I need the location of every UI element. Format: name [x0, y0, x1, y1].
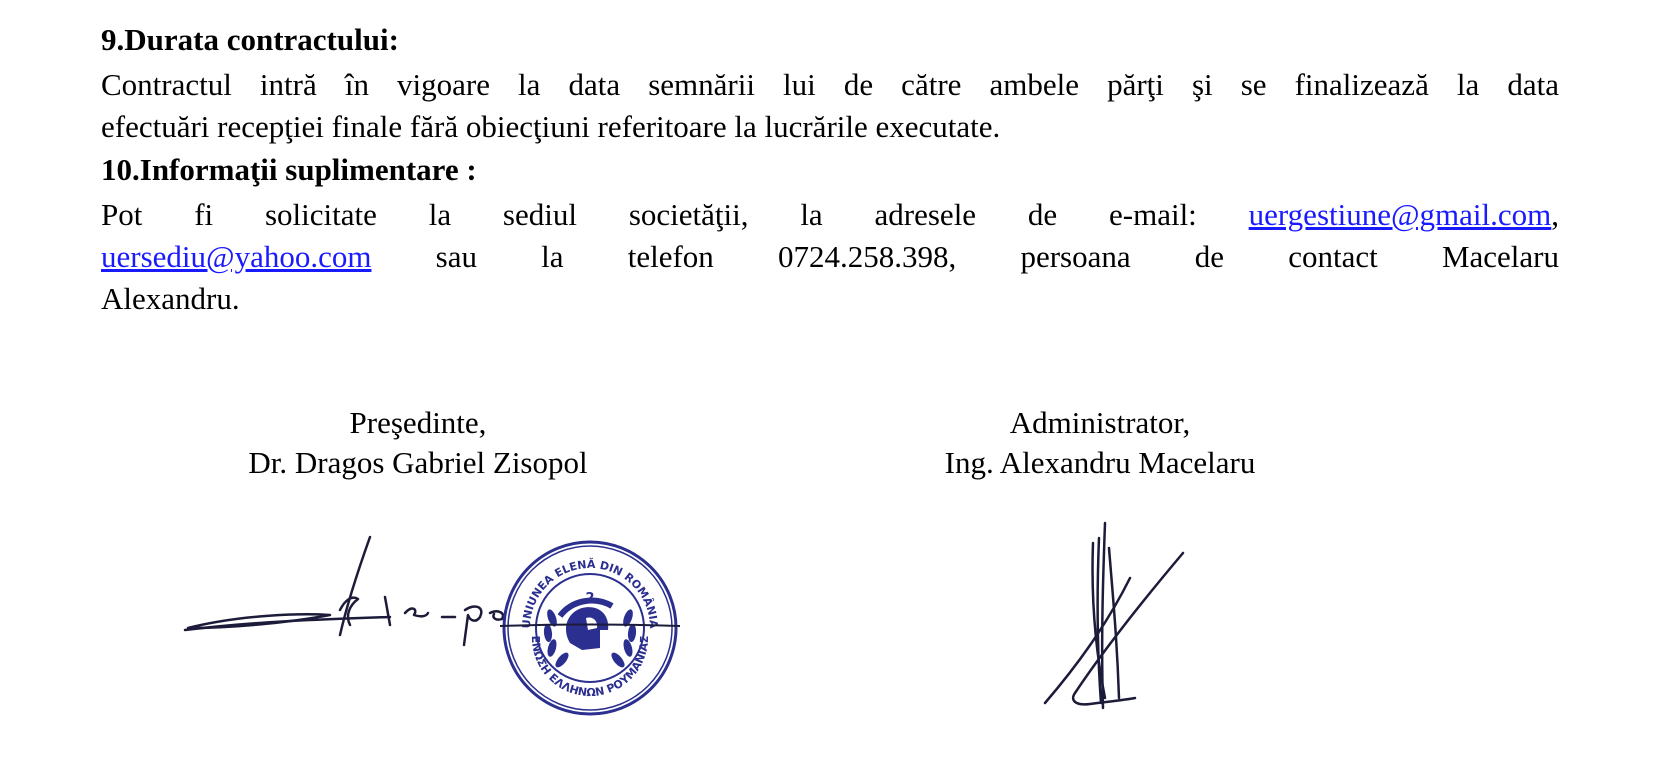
section-9-heading: 9.Durata contractului: — [101, 22, 399, 57]
section-9-line-2: efectuări recepţiei finale fără obiecţiuni referitoare la lucrările executate. — [101, 109, 1001, 144]
signature-block-left — [118, 403, 718, 483]
official-stamp — [500, 538, 680, 718]
section-10-line-1 — [101, 194, 1559, 236]
section-10-line-2 — [101, 236, 1559, 278]
president-signature — [180, 525, 510, 655]
email-link-gestiune[interactable]: uergestiune@gmail.com — [1248, 197, 1552, 232]
section-10-body — [101, 194, 1559, 320]
left-signatory-name: Dr. Dragos Gabriel Zisopol — [248, 445, 588, 480]
stamp-top-text: UNIUNEA ELENĂ DIN ROMÂNIA — [519, 557, 661, 629]
right-signatory-name: Ing. Alexandru Macelaru — [944, 445, 1256, 480]
section-9-body — [101, 64, 1559, 148]
left-signatory-title: Preşedinte, — [349, 405, 487, 440]
section-9-line-1: Contractul intră în vigoare la data semnării lui de către ambele părţi şi se finalizează la data — [101, 67, 1559, 102]
comma: , — [1551, 197, 1560, 232]
section-10-line-3: Alexandru. — [101, 281, 240, 316]
administrator-signature — [1035, 518, 1195, 718]
stamp-number: 2 — [585, 591, 595, 606]
section-10-heading: 10.Informaţii suplimentare : — [101, 152, 477, 187]
section-10-line-2-text: sau la telefon 0724.258.398, persoana de contact Macelaru — [371, 239, 1559, 274]
right-signatory-title: Administrator, — [1009, 405, 1191, 440]
stamp-bottom-text: ΕΝΩΣΗ ΕΛΛΗΝΩΝ ΡΟΥΜΑΝΙΑΣ — [528, 635, 652, 700]
signature-block-right — [800, 403, 1400, 483]
email-link-sediu[interactable]: uersediu@yahoo.com — [101, 239, 372, 274]
section-10-line-1-text: Pot fi solicitate la sediul societăţii, la adresele de e-mail: — [101, 197, 1197, 232]
